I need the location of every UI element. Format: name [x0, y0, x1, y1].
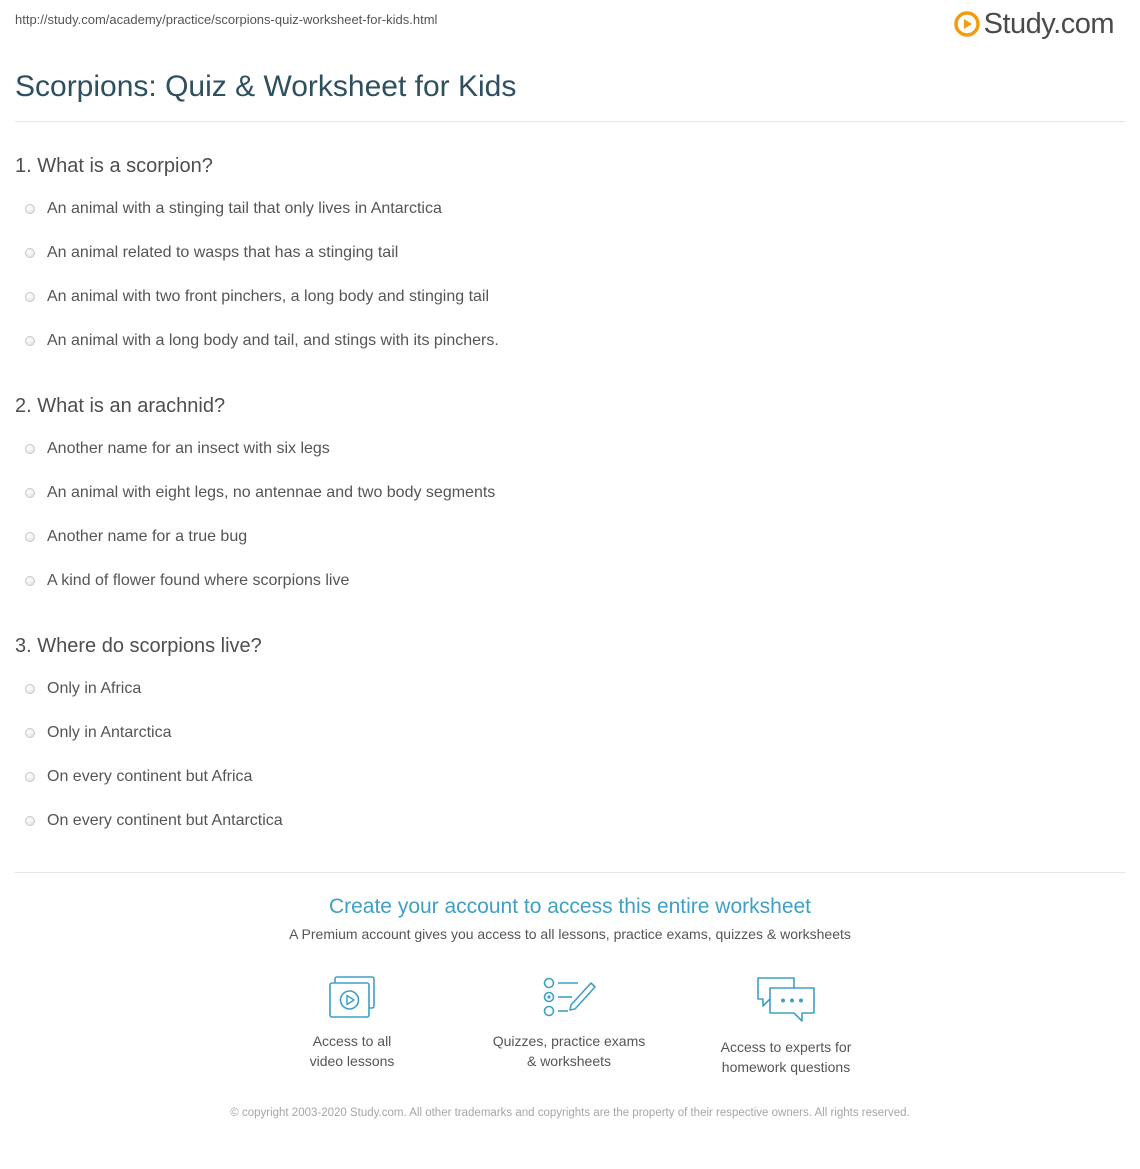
radio-button[interactable] [25, 772, 35, 782]
cta-title-link[interactable]: Create your account to access this entire worksheet [328, 895, 812, 918]
radio-button[interactable] [25, 336, 35, 346]
answer-option[interactable] [25, 200, 442, 218]
answer-option[interactable] [25, 572, 349, 590]
answer-option[interactable] [25, 440, 330, 458]
title-divider [15, 121, 1125, 122]
answer-option[interactable] [25, 288, 489, 306]
radio-button[interactable] [25, 576, 35, 586]
radio-button[interactable] [25, 488, 35, 498]
feature-label-line1: Quizzes, practice exams [492, 1033, 646, 1049]
logo-text: Study.com [983, 8, 1114, 40]
play-circle-icon [954, 11, 980, 37]
feature-label-line1: Access to all [312, 1033, 392, 1049]
feature-label-line2: homework questions [721, 1059, 851, 1075]
option-label: Another name for an insect with six legs [47, 440, 330, 457]
chat-bubbles-icon [754, 975, 818, 1027]
radio-button[interactable] [25, 532, 35, 542]
feature-label-line2: & worksheets [526, 1053, 612, 1069]
option-label: A kind of flower found where scorpions live [47, 572, 350, 589]
radio-button[interactable] [25, 292, 35, 302]
feature-experts [686, 975, 886, 1077]
option-label: An animal with a stinging tail that only lives in Antarctica [47, 200, 442, 217]
feature-label-line1: Access to experts for [720, 1039, 852, 1055]
feature-quizzes [469, 975, 669, 1071]
answer-option[interactable] [25, 484, 495, 502]
study-logo[interactable] [954, 8, 1114, 40]
feature-video-lessons [252, 975, 452, 1071]
answer-option[interactable] [25, 812, 283, 830]
option-label: Another name for a true bug [47, 528, 248, 545]
page-url: http://study.com/academy/practice/scorpions-quiz-worksheet-for-kids.html [15, 12, 438, 27]
quiz-checklist-icon [540, 975, 598, 1021]
option-label: An animal with eight legs, no antennae and two body segments [47, 484, 496, 501]
answer-option[interactable] [25, 332, 499, 350]
question-title: 3. Where do scorpions live? [15, 635, 262, 657]
option-label: Only in Africa [47, 680, 142, 697]
option-label: Only in Antarctica [47, 724, 172, 741]
radio-button[interactable] [25, 248, 35, 258]
radio-button[interactable] [25, 204, 35, 214]
cta-divider [15, 872, 1125, 873]
answer-option[interactable] [25, 680, 141, 698]
feature-label-line2: video lessons [309, 1053, 395, 1069]
option-label: On every continent but Antarctica [47, 812, 283, 829]
option-label: An animal with a long body and tail, and stings with its pinchers. [47, 332, 499, 349]
answer-option[interactable] [25, 528, 247, 546]
page-title: Scorpions: Quiz & Worksheet for Kids [15, 70, 517, 103]
radio-button[interactable] [25, 728, 35, 738]
option-label: On every continent but Africa [47, 768, 253, 785]
radio-button[interactable] [25, 816, 35, 826]
answer-option[interactable] [25, 724, 172, 742]
option-label: An animal with two front pinchers, a long body and stinging tail [47, 288, 490, 305]
question-title: 2. What is an arachnid? [15, 395, 226, 417]
radio-button[interactable] [25, 684, 35, 694]
video-lessons-icon [326, 975, 378, 1021]
answer-option[interactable] [25, 768, 252, 786]
cta-subtitle: A Premium account gives you access to all lessons, practice exams, quizzes & worksheets [289, 926, 851, 942]
answer-option[interactable] [25, 244, 398, 262]
option-label: An animal related to wasps that has a stinging tail [47, 244, 399, 261]
radio-button[interactable] [25, 444, 35, 454]
copyright-notice: © copyright 2003-2020 Study.com. All other trademarks and copyrights are the property of their respective owners. All rights reserved. [230, 1107, 910, 1119]
question-title: 1. What is a scorpion? [15, 155, 213, 177]
